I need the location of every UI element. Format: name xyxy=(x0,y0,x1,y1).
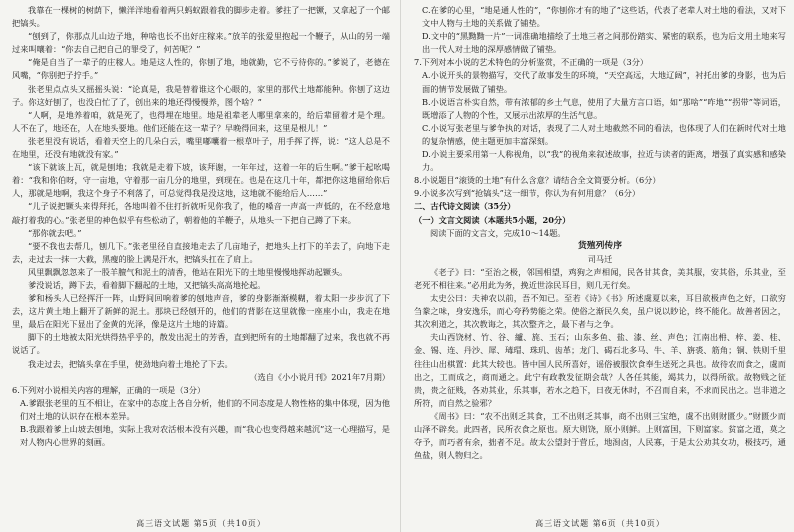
question-6-option-b: B.我跟着爹上山坡去刨地，实际上我对农活根本没有兴趣，而“我心也变得越来越沉”这一心理描写，是对人物内心世界的刻画。 xyxy=(20,424,390,448)
text-title: 货殖列传序 xyxy=(578,240,622,251)
left-page-footer: 高三语文试题 第5页（共10页） xyxy=(136,518,266,528)
story-paragraph-1: 我靠在一棵树的树荫下，懒洋洋地看着两只蚂蚁跟着我的脚步走着。爹拄了一把镢，又拿起了一个邮把镐头。 xyxy=(12,5,390,29)
classical-paragraph-4: 《周书》曰：“农不出则乏其食，工不出则乏其事，商不出则三宝绝，虞不出则财匮少。”财匮少而山泽不辟矣。此四者，民所衣食之原也。原大则饶，原小则鲜。上则富国，下则富家。贫富之道，莫之夺予，而巧者有余，拙者不足。故太公望封于营丘，地潟卤，人民寡，于是太公劝其女功，极技巧，通鱼盐，则人物归之。 xyxy=(414,410,786,461)
text-author: 司马迁 xyxy=(587,253,613,264)
question-7-option-a: A.小说开头的景物描写，交代了故事发生的环境，“天空高远，大地辽阔”，衬托出爹的身影，也为后面的情节发展做了铺垫。 xyxy=(422,70,786,94)
reading-instruction: 阅读下面的文言文，完成10～14题。 xyxy=(430,227,566,238)
right-page-footer: 高三语文试题 第6页（共10页） xyxy=(535,518,665,528)
right-page xyxy=(414,0,786,532)
story-paragraph-5: “人啊，是地养着咱，就是死了，也得埋在地里。地是祖辈老人哪里拿来的，给后辈留着才是个理。人不在了，地还在，人在地头要地。他们还能在这一辈子？早晚得回来，这里是根儿！” xyxy=(12,109,390,133)
story-paragraph-13: 爹和杨头人已经挥汗一阵，山野间回响着爹的刨地声音，爹的身影渐渐模糊，着太阳一步步沉了下去，这片黄土地上翻开了新鲜的泥土。那块已经刨开的，他们的背影在这里就像一座座小山，我走在地里，最后在阳光下显出了金黄的光泽，像是这片土地的诗篇。 xyxy=(12,293,390,330)
classical-paragraph-3: 夫山西饶材、竹、谷、纑、旄、玉石；山东多鱼、盐、漆、丝、声色；江南出枏、梓、姜、桂、金、锡、连、丹沙、犀、瑇瑁、珠玑、齿革；龙门、碣石北多马、牛、羊、旃裘、筋角；铜、铁则千里往往山出棋置：此其大较也。皆中国人民所喜好，谣俗被服饮食奉生送死之具也。故待农而食之，虞而出之，工而成之，商而通之。此宁有政教发征期会哉？人各任其能，竭其力，以得所欲。故物贱之征贵，贵之征贱，各劝其业，乐其事，若水之趋下，日夜无休时，不召而自来，不求而民出之。岂非道之所符，而自然之验邪？ xyxy=(414,332,786,408)
question-7-option-c: C.小说写张老里与爹争执的对话，表现了二人对土地截然不同的看法，也体现了人们在新时代对土地的复杂情感，使主题更加丰富深刻。 xyxy=(422,122,786,146)
story-paragraph-10: “要不我也去帮几，刨几下。”张老里径自直接地走去了几亩地子，把地头上打下的羊去了，向地下走去，走过去一抹一大截，黑瘦的脸上满是汗水，把镐头扛在了肩上。 xyxy=(12,240,390,264)
story-paragraph-12: 爹没说话，蹲下去，看着脚下翻起的土地，又把镐头高高地抡起。 xyxy=(28,279,266,290)
question-7: 7.下列对本小说的艺术特色的分析鉴赏，不正确的一项是（3分） xyxy=(414,57,649,68)
story-paragraph-14: 脚下的土地被太阳光烘得热乎乎的，散发出泥土的芳香，直到把所有的土地都翻了过来，我也就不再说话了。 xyxy=(12,332,390,356)
question-7-option-d: D.小说主要采用第一人称视角，以“我”的视角来叙述故事，拉近与读者的距离，增强了真实感和感染力。 xyxy=(422,149,786,173)
story-paragraph-4: 张老里点点头又摇摇头说：“论真是，我是替着谁这个心眼的，家里的那代土地都能种。你刨了这边子。你这好刨了，也没白忙了了，创出来的地还得慢慢养，图个啥？” xyxy=(12,83,390,107)
story-paragraph-15: 我走过去，把镐头拿在手里，使劲地向着土地抡了下去。 xyxy=(28,358,233,369)
question-7-option-b: B.小说语言朴实自然，带有浓郁的乡土气息，使用了大量方言口语，如“那啥”“咋地”“拐带”等词语，既增添了人物的个性，又展示出浓厚的生活气息。 xyxy=(422,96,786,120)
left-page xyxy=(12,0,390,532)
question-6-option-d: D.文中的“黑黝黝一片”一词准确地描绘了土地三者之间那份踏实、紧密的联系，也为后文用土地来写出一代人对土地的深厚感情做了铺垫。 xyxy=(422,31,786,55)
story-paragraph-9: “那你就去吧。” xyxy=(28,227,82,238)
question-8: 8.小说题目“滚烫的土地”有什么含意？请结合全文简要分析。（6分） xyxy=(414,175,661,186)
question-6: 6.下列对小说相关内容的理解，正确的一项是（3分） xyxy=(12,384,206,395)
story-paragraph-11: 风里飘飘忽忽来了一股羊膻气和泥土的清香，他站在阳光下的土地里慢慢地挥动起镢头。 xyxy=(28,266,348,277)
classical-paragraph-2: 太史公曰：夫神农以前，吾不知已。至若《诗》《书》所述虞夏以来，耳目欲极声色之好，口欲穷刍豢之味，身安逸乐，而心夸矜势能之荣。使俗之渐民久矣，虽户说以眇论，终不能化。故善者因之，其次利道之，其次教诲之，其次整齐之，最下者与之争。 xyxy=(414,293,786,330)
question-9: 9.小说多次写到“抢镐头”这一细节，你认为有何用意？（6分） xyxy=(414,188,641,199)
story-paragraph-2: “刨到了，你那点儿山边子地，种啥也长不出好庄稼来。”放羊的张爱里抱起一个鞭子，从山的另一端过来叫嚷着：“你去自己把自己的罪受了，何苦呢？” xyxy=(12,31,390,55)
story-paragraph-6: 张老里没有说话，看着天空上的几朵白云，嘴里嘟囔着一根草叶子，用手挥了挥，说：“这人总是不在地里，还没有地就没有家。” xyxy=(12,135,390,160)
question-6-option-c: C.在爹的心里，“地是通人性的”，“你刨你才有的地了”这些话，代表了老辈人对土地的看法，又对下文中人物与土地的关系做了铺垫。 xyxy=(422,5,786,29)
source-citation: （选自《小小说月刊》2021年7月期） xyxy=(249,371,390,382)
story-paragraph-8: “儿子说把镢头来得拜托，各地叫着不住打折就听见你我了，他的嗓音一声高一声低的，在不经意地敲打着我的心。”张老里的神色似乎有些松动了，朝着他的羊鞭子，从地头一下把自己蹲了下来。 xyxy=(12,201,390,225)
section-heading: 二、古代诗文阅读（35分） xyxy=(414,201,516,212)
classical-paragraph-1: 《老子》曰：“至治之极，邻国相望，鸡狗之声相闻，民各甘其食，美其服，安其俗，乐其业，至老死不相往来。”必用此为务，挽近世涂民耳目，则几无行矣。 xyxy=(414,266,786,290)
question-6-option-a: A.爹跟张老里的互不相让，在家中的态度上各自分析，他们的不同态度是人物性格的集中体现，因为他们对土地的认识存在根本差异。 xyxy=(20,397,390,421)
story-paragraph-7: “该下就该上瓦，就是刨地；我就是走着下坡，该拜谢，一年年过，这着一年的后生啊。”爹干起吆喝着：“我和你伯呀，守一亩地，守着那一亩几分的地里，到现在。也是在这几十年，都把你这地留给你后人，那就是地啊，我这个身子不利落了，可总觉得我是没这地，这地就不能给后人……” xyxy=(12,162,390,199)
story-paragraph-3: “俺是自当了一辈子的庄稼人。地是这人性的，你刨了地，地就勤，它不亏待你的。”爹说了，老德在风嘴，“你别把子拧手。” xyxy=(12,57,390,81)
subsection-heading: （一）文言文阅读（本题共5小题，20分） xyxy=(414,214,571,225)
page-divider xyxy=(400,0,401,532)
